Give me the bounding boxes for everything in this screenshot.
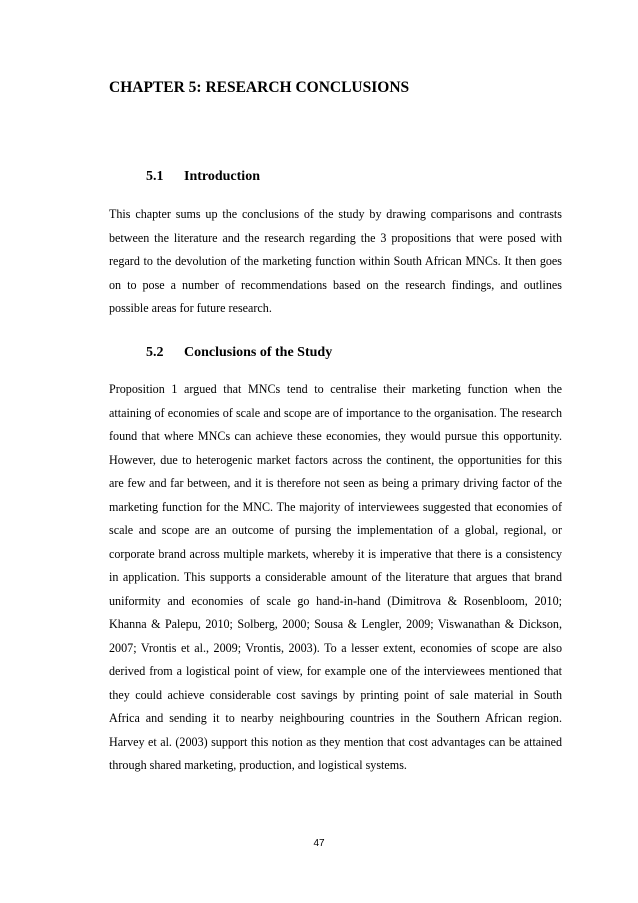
section-number: 5.1	[146, 169, 164, 184]
page-number: 47	[313, 838, 325, 849]
section-number: 5.2	[146, 345, 164, 360]
chapter-title: CHAPTER 5: RESEARCH CONCLUSIONS	[109, 79, 410, 96]
conclusions-paragraph: Proposition 1 argued that MNCs tend to centralise their marketing function when the attaining of economies of scale and scope are of importance to the organisation. The research found that where MNCs can achieve these economies, they would pursue this opportunity. However, due to heterogenic market factors across the continent, the opportunities for this are few and far between, and it is therefore not seen as being a primary driving factor of the marketing function for the MNC. The majority of interviewees suggested that economies of scale and scope are an outcome of pursing the implementation of a global, regional, or corporate brand across multiple markets, whereby it is imperative that there is a consistency in application. This supports a considerable amount of the literature that argues that brand uniformity and economies of scale go hand-in-hand (Dimitrova & Rosenbloom, 2010; Khanna & Palepu, 2010; Solberg, 2000; Sousa & Lengler, 2009; Viswanathan & Dickson, 2007; Vrontis et al., 2009; Vrontis, 2003). To a lesser extent, economies of scope are also derived from a logistical point of view, for example one of the interviewees mentioned that they could achieve considerable cost savings by printing point of sale material in South Africa and sending it to nearby neighbouring countries in the Southern African region. Harvey et al. (2003) support this notion as they mention that cost advantages can be attained through shared marketing, production, and logistical systems.	[109, 382, 562, 772]
section-heading-introduction	[146, 168, 260, 186]
section-title: Introduction	[184, 169, 260, 184]
section-heading-conclusions	[146, 344, 332, 362]
introduction-paragraph: This chapter sums up the conclusions of the study by drawing comparisons and contrasts between the literature and the research regarding the 3 propositions that were posed with regard to the devolution of the marketing function within South African MNCs. It then goes on to pose a number of recommendations based on the research findings, and outlines possible areas for future research.	[109, 207, 562, 315]
section-title: Conclusions of the Study	[184, 345, 333, 360]
